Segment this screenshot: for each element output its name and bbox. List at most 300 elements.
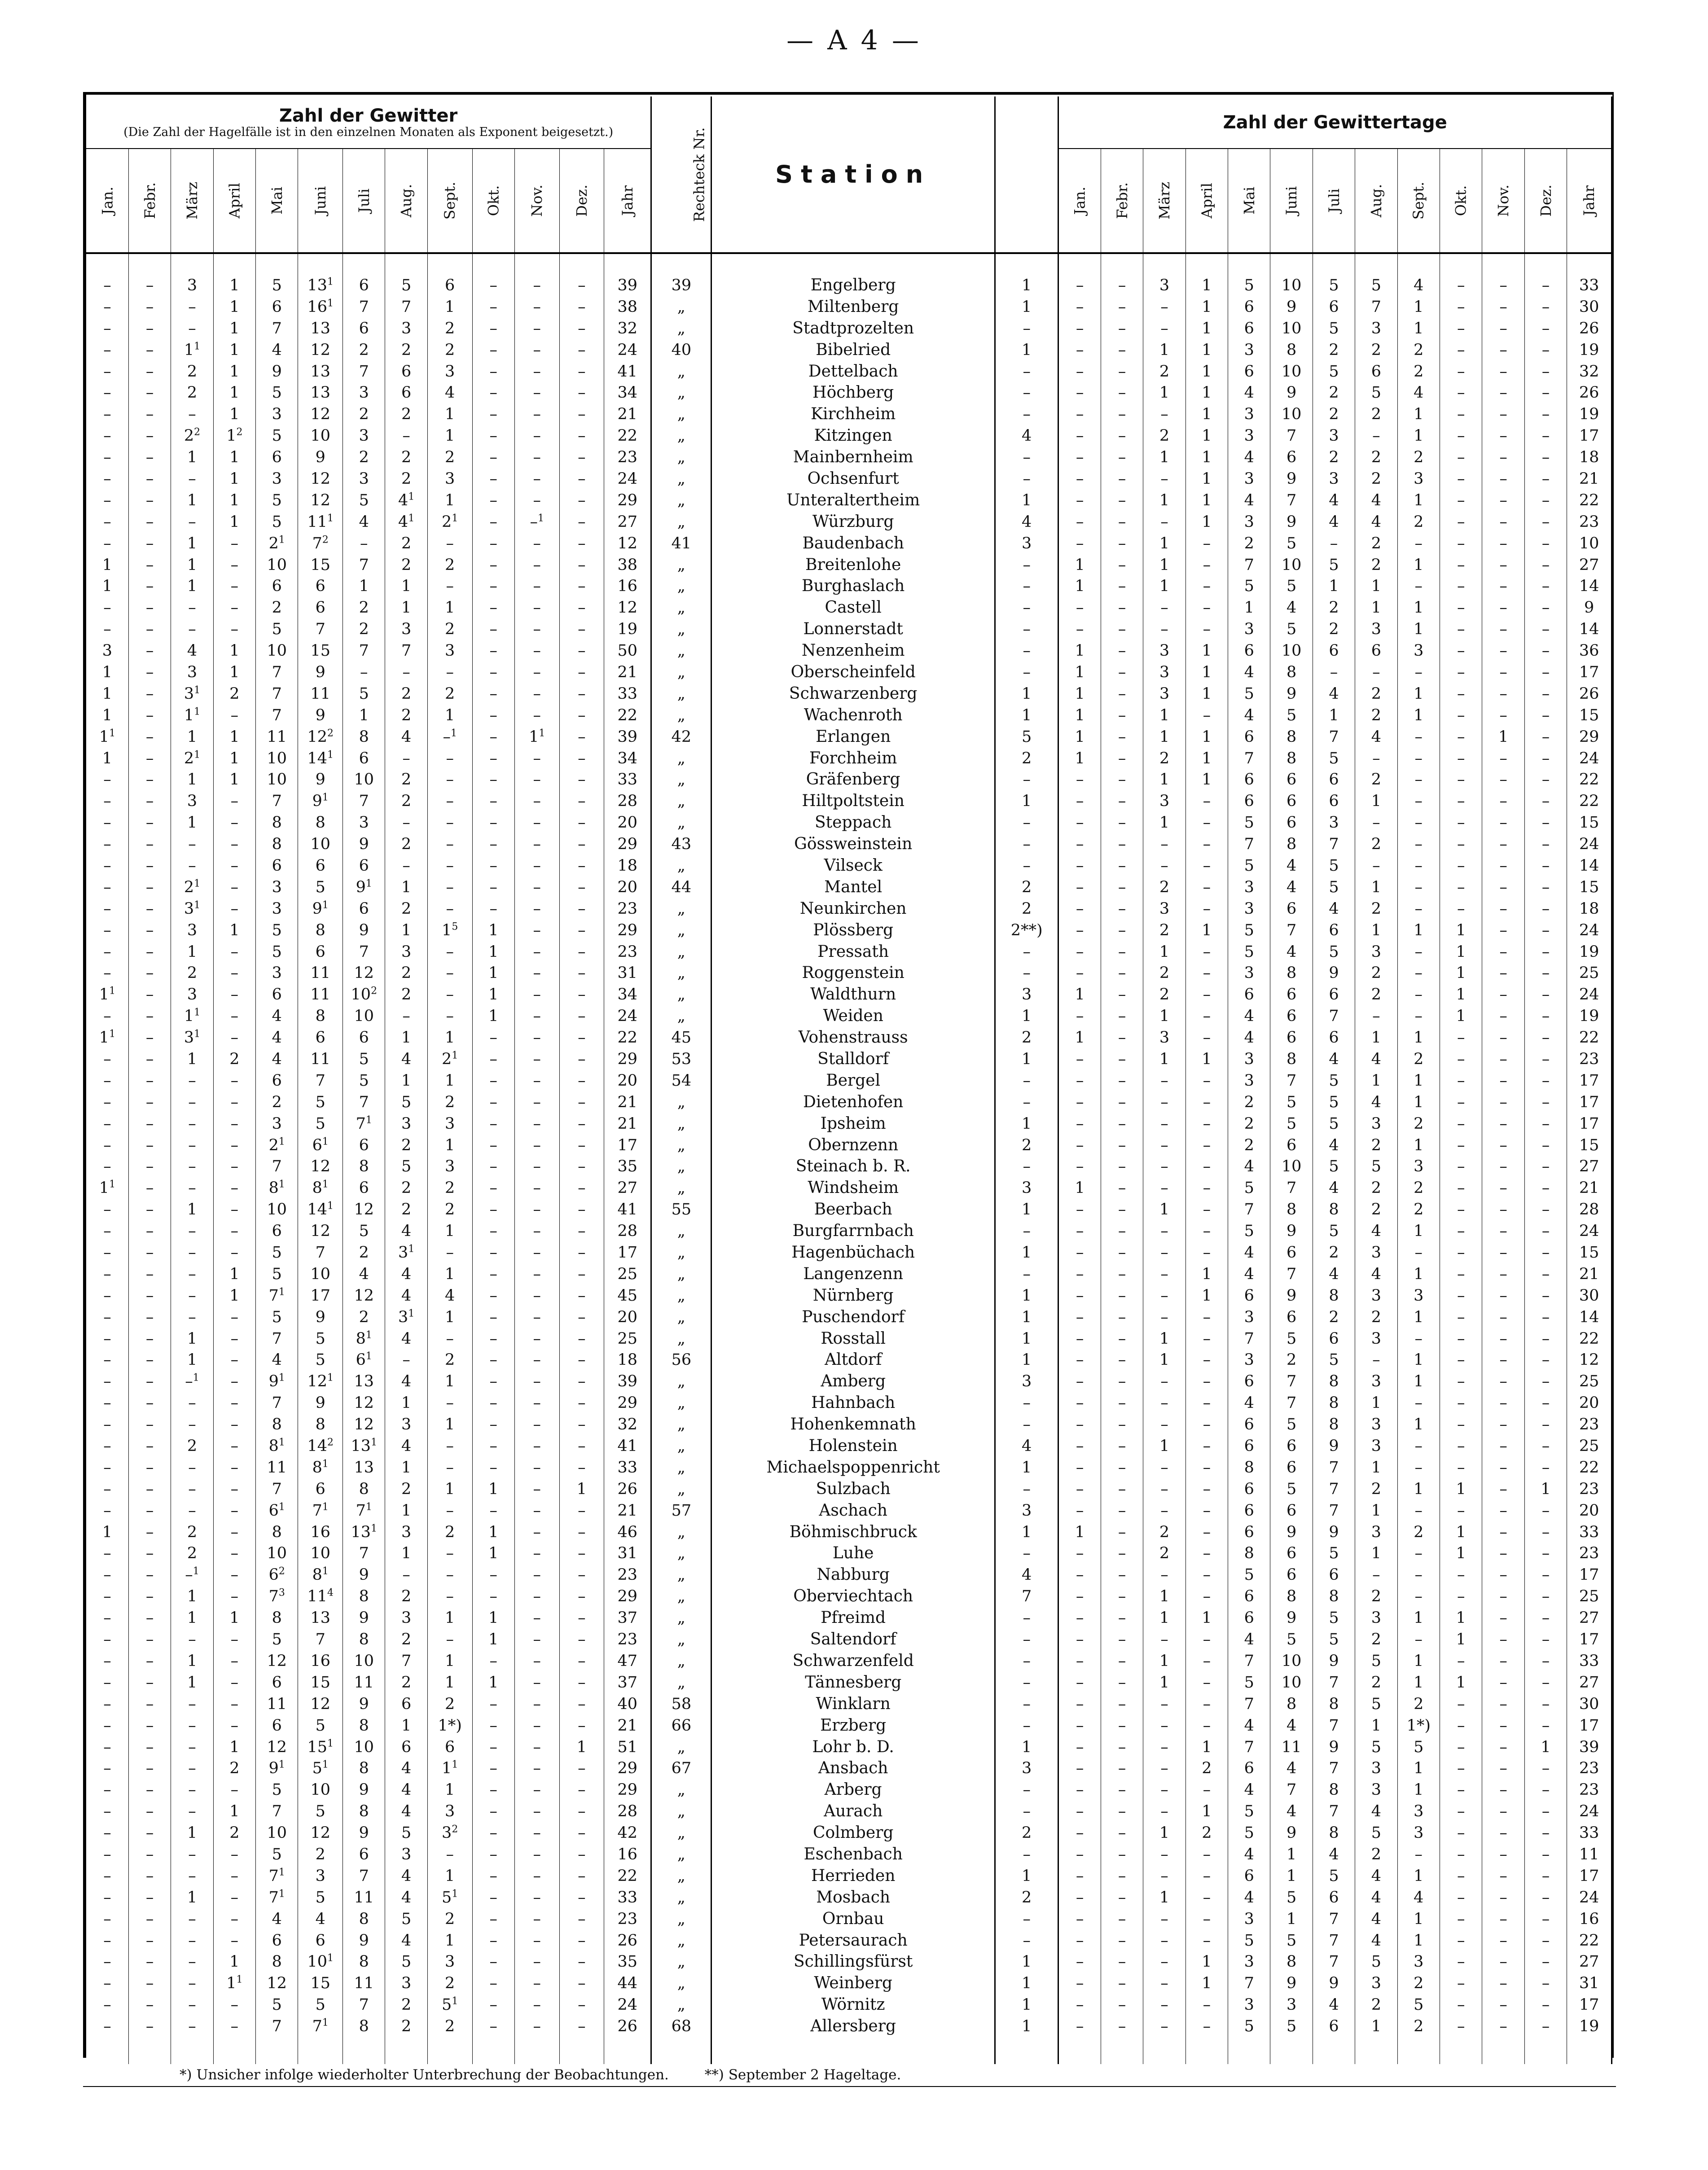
gewitter-cell: 4 bbox=[256, 1027, 298, 1048]
gewittertage-cell: – bbox=[1058, 1242, 1101, 1263]
gewittertage-cell: – bbox=[1186, 812, 1228, 833]
gewittertage-cell: 2 bbox=[1397, 1199, 1440, 1220]
gewittertage-cell: – bbox=[1482, 1629, 1524, 1650]
hagel-cell: – bbox=[995, 855, 1058, 877]
gewittertage-cell: 9 bbox=[1313, 963, 1355, 984]
gewitter-cell: 2 bbox=[385, 984, 427, 1005]
gewittertage-cell: – bbox=[1101, 1607, 1143, 1629]
gewittertage-cell: – bbox=[1524, 1156, 1567, 1178]
gewittertage-cell: 2 bbox=[1355, 1177, 1397, 1199]
gewitter-cell: 31 bbox=[604, 1543, 651, 1565]
gewitter-cell: $2^1$ bbox=[427, 511, 472, 533]
rechteck-cell: „ bbox=[651, 1435, 711, 1457]
gewitter-cell: – bbox=[86, 1135, 128, 1156]
rechteck-cell: „ bbox=[651, 984, 711, 1005]
gewittertage-cell: – bbox=[1397, 1242, 1440, 1263]
gewittertage-cell: 6 bbox=[1228, 984, 1270, 1005]
gewittertage-cell: 1 bbox=[1143, 554, 1186, 576]
gewittertage-cell: 19 bbox=[1567, 403, 1612, 425]
hagel-cell: 5 bbox=[995, 726, 1058, 748]
gewittertage-cell: – bbox=[1143, 1392, 1186, 1414]
gewittertage-cell: – bbox=[1524, 296, 1567, 318]
station-name: Puschendorf bbox=[711, 1306, 995, 1328]
rechteck-cell: „ bbox=[651, 705, 711, 726]
station-name: Gössweinstein bbox=[711, 833, 995, 855]
gewitter-cell: 39 bbox=[604, 1371, 651, 1392]
gewitter-cell: – bbox=[514, 575, 559, 597]
gewittertage-cell: – bbox=[1101, 1500, 1143, 1521]
gewitter-cell: 3 bbox=[385, 618, 427, 640]
gewittertage-cell: 5 bbox=[1313, 1156, 1355, 1178]
gewitter-cell: 21 bbox=[604, 1092, 651, 1113]
gewitter-cell: 34 bbox=[604, 748, 651, 769]
gewittertage-cell: – bbox=[1355, 748, 1397, 769]
gewittertage-cell: – bbox=[1143, 1844, 1186, 1865]
table-row bbox=[86, 1607, 1612, 1629]
gewittertage-cell: 1 bbox=[1186, 1263, 1228, 1285]
gewittertage-cell: 9 bbox=[1313, 1973, 1355, 1994]
table-row bbox=[86, 1005, 1612, 1027]
gewittertage-cell: 1 bbox=[1058, 705, 1101, 726]
gewittertage-cell: 1 bbox=[1397, 920, 1440, 941]
gewitter-cell: – bbox=[128, 1500, 171, 1521]
gewittertage-cell: – bbox=[1524, 468, 1567, 490]
gewittertage-cell: – bbox=[1186, 1135, 1228, 1156]
gewitter-cell: 4 bbox=[385, 726, 427, 748]
gewitter-cell: 4 bbox=[385, 1285, 427, 1306]
gewitter-cell: 3 bbox=[343, 468, 385, 490]
gewitter-cell: $4^1$ bbox=[385, 511, 427, 533]
gewittertage-cell: 6 bbox=[1270, 1500, 1313, 1521]
gewitter-cell: 40 bbox=[604, 1693, 651, 1715]
gewitter-cell: – bbox=[86, 1973, 128, 1994]
gewitter-cell: $8^1$ bbox=[256, 1435, 298, 1457]
gewittertage-cell: – bbox=[1482, 1177, 1524, 1199]
rechteck-cell: „ bbox=[651, 554, 711, 576]
gewittertage-cell: 4 bbox=[1228, 1844, 1270, 1865]
gewittertage-cell: 3 bbox=[1313, 468, 1355, 490]
gewitter-cell: – bbox=[559, 683, 604, 705]
gewitter-cell: – bbox=[128, 1070, 171, 1092]
gewitter-cell: 6 bbox=[343, 898, 385, 920]
gewitter-cell: – bbox=[128, 1113, 171, 1135]
gewitter-cell: – bbox=[472, 705, 514, 726]
gewitter-cell: 1 bbox=[171, 1607, 213, 1629]
gewittertage-cell: 1 bbox=[1397, 425, 1440, 447]
gewitter-cell: $8^1$ bbox=[298, 1457, 343, 1478]
gewitter-cell: – bbox=[472, 1135, 514, 1156]
gewitter-cell: – bbox=[472, 726, 514, 748]
gewitter-cell: – bbox=[559, 1350, 604, 1371]
gewittertage-cell: – bbox=[1482, 339, 1524, 361]
gewittertage-cell: 4 bbox=[1228, 1156, 1270, 1178]
gewittertage-cell: – bbox=[1101, 2016, 1143, 2037]
gewitter-cell: – bbox=[128, 1392, 171, 1414]
gewitter-cell: – bbox=[559, 705, 604, 726]
gewittertage-cell: – bbox=[1186, 790, 1228, 812]
gewittertage-cell: – bbox=[1058, 769, 1101, 790]
gewittertage-cell: – bbox=[1482, 683, 1524, 705]
gewitter-cell: – bbox=[514, 683, 559, 705]
gewitter-cell: 51 bbox=[604, 1736, 651, 1758]
gewitter-cell: 1 bbox=[171, 1822, 213, 1844]
gewittertage-cell: – bbox=[1101, 1650, 1143, 1672]
gewitter-cell: – bbox=[514, 1048, 559, 1070]
gewitter-cell: – bbox=[86, 1779, 128, 1801]
gewitter-cell: 5 bbox=[385, 1951, 427, 1973]
gewittertage-cell: 27 bbox=[1567, 554, 1612, 576]
gewittertage-cell: – bbox=[1440, 812, 1482, 833]
gewitter-cell: – bbox=[559, 1844, 604, 1865]
gewitter-cell: 1 bbox=[427, 1650, 472, 1672]
gewittertage-cell: 1 bbox=[1440, 1005, 1482, 1027]
gewittertage-cell: 22 bbox=[1567, 790, 1612, 812]
gewittertage-cell: – bbox=[1101, 1586, 1143, 1607]
hagel-cell: – bbox=[995, 1650, 1058, 1672]
gewittertage-cell: 10 bbox=[1270, 554, 1313, 576]
gewittertage-cell: – bbox=[1186, 1457, 1228, 1478]
gewittertage-cell: 4 bbox=[1313, 1135, 1355, 1156]
gewittertage-cell: – bbox=[1482, 1973, 1524, 1994]
gewittertage-cell: 4 bbox=[1228, 1005, 1270, 1027]
gewittertage-cell: 24 bbox=[1567, 833, 1612, 855]
gewitter-cell: – bbox=[86, 1801, 128, 1822]
gewitter-cell: 1 bbox=[213, 769, 255, 790]
gewitter-cell: 8 bbox=[298, 920, 343, 941]
gewitter-month-9: Okt. bbox=[472, 149, 514, 253]
gewittertage-cell: 6 bbox=[1270, 1005, 1313, 1027]
gewittertage-cell: 4 bbox=[1228, 447, 1270, 468]
gewittertage-cell: – bbox=[1186, 833, 1228, 855]
gewittertage-cell: 25 bbox=[1567, 1586, 1612, 1607]
gewitter-cell: – bbox=[472, 382, 514, 403]
gewitter-cell: 2 bbox=[427, 339, 472, 361]
gewittertage-cell: – bbox=[1524, 1242, 1567, 1263]
rechteck-cell: „ bbox=[651, 769, 711, 790]
gewitter-cell: – bbox=[171, 1736, 213, 1758]
gewitter-cell: – bbox=[514, 1392, 559, 1414]
hagel-cell: – bbox=[995, 575, 1058, 597]
gewittertage-cell: 2 bbox=[1397, 1521, 1440, 1543]
gewittertage-cell: 2 bbox=[1143, 361, 1186, 382]
gewitter-cell: 3 bbox=[427, 1113, 472, 1135]
gewittertage-cell: 10 bbox=[1270, 361, 1313, 382]
gewitter-cell: 1 bbox=[213, 339, 255, 361]
gewittertage-cell: 6 bbox=[1270, 1457, 1313, 1478]
hagel-cell: – bbox=[995, 597, 1058, 618]
gewittertage-cell: – bbox=[1058, 1951, 1101, 1973]
gewittertage-cell: 4 bbox=[1355, 1801, 1397, 1822]
gewitter-cell: – bbox=[514, 1263, 559, 1285]
gewittertage-cell: 5 bbox=[1228, 1564, 1270, 1586]
gewittertage-cell: – bbox=[1186, 1564, 1228, 1586]
gewitter-cell: 2 bbox=[385, 1199, 427, 1220]
gewitter-cell: 1 bbox=[427, 1070, 472, 1092]
gewittertage-cell: 1 bbox=[1440, 1543, 1482, 1565]
gewittertage-cell: – bbox=[1186, 1242, 1228, 1263]
hagel-cell: – bbox=[995, 1543, 1058, 1565]
table-row bbox=[86, 1135, 1612, 1156]
gewitter-cell: 2 bbox=[171, 1543, 213, 1565]
gewitter-cell: 6 bbox=[298, 1027, 343, 1048]
gewittertage-cell: 39 bbox=[1567, 1736, 1612, 1758]
gewittertage-cell: – bbox=[1101, 533, 1143, 554]
gewittertage-cell: – bbox=[1440, 339, 1482, 361]
gewittertage-cell: – bbox=[1482, 1822, 1524, 1844]
gewittertage-cell: 21 bbox=[1567, 1177, 1612, 1199]
gewittertage-cell: – bbox=[1101, 963, 1143, 984]
gewittertage-cell: – bbox=[1440, 1822, 1482, 1844]
gewitter-cell: 2 bbox=[171, 361, 213, 382]
gewitter-cell: 6 bbox=[256, 296, 298, 318]
gewittertage-cell: 6 bbox=[1228, 1500, 1270, 1521]
gewittertage-cell: 9 bbox=[1270, 382, 1313, 403]
gewittertage-cell: – bbox=[1101, 1758, 1143, 1779]
gewitter-cell: – bbox=[171, 1994, 213, 2016]
gewitter-cell: – bbox=[559, 1070, 604, 1092]
gewitter-cell: – bbox=[427, 1564, 472, 1586]
gewittertage-cell: 4 bbox=[1313, 1844, 1355, 1865]
gewitter-cell: 5 bbox=[298, 1113, 343, 1135]
gewittertage-cell: – bbox=[1058, 1199, 1101, 1220]
gewitter-cell: 9 bbox=[343, 1607, 385, 1629]
table-row bbox=[86, 984, 1612, 1005]
gewittertage-cell: 1 bbox=[1440, 941, 1482, 963]
gewitter-cell: $8^1$ bbox=[298, 1564, 343, 1586]
rechteck-cell: „ bbox=[651, 1328, 711, 1350]
hagel-cell: – bbox=[995, 1930, 1058, 1951]
gewitter-cell: – bbox=[559, 382, 604, 403]
station-name: Baudenbach bbox=[711, 533, 995, 554]
gewittertage-cell: – bbox=[1397, 533, 1440, 554]
gewitter-cell: – bbox=[472, 1736, 514, 1758]
rechteck-cell: „ bbox=[651, 963, 711, 984]
gewittertage-cell: 4 bbox=[1228, 1392, 1270, 1414]
gewitter-cell: 1 bbox=[559, 1478, 604, 1500]
gewitter-cell: 10 bbox=[298, 1543, 343, 1565]
gewitter-cell: 11 bbox=[343, 1973, 385, 1994]
gewittertage-cell: – bbox=[1397, 1543, 1440, 1565]
gewitter-cell: 11 bbox=[298, 984, 343, 1005]
station-name: Herrieden bbox=[711, 1865, 995, 1887]
gewitter-cell: – bbox=[86, 468, 128, 490]
gewitter-cell: – bbox=[213, 1650, 255, 1672]
gewittertage-cell: – bbox=[1482, 618, 1524, 640]
gewitter-cell: – bbox=[559, 1758, 604, 1779]
gewittertage-cell: – bbox=[1440, 1242, 1482, 1263]
gewittertage-cell: 5 bbox=[1228, 812, 1270, 833]
gewitter-cell: – bbox=[86, 1607, 128, 1629]
table-row bbox=[86, 1693, 1612, 1715]
gewittertage-cell: – bbox=[1397, 833, 1440, 855]
gewitter-cell: – bbox=[559, 1543, 604, 1565]
gewittertage-cell: – bbox=[1101, 1629, 1143, 1650]
gewitter-cell: 2 bbox=[213, 1048, 255, 1070]
gewittertage-cell: 2 bbox=[1355, 1672, 1397, 1693]
table-row bbox=[86, 618, 1612, 640]
gewittertage-cell: 2 bbox=[1397, 1048, 1440, 1070]
gewitter-cell: 12 bbox=[343, 1414, 385, 1435]
hagel-cell: 1 bbox=[995, 2016, 1058, 2037]
gewitter-cell: 1 bbox=[171, 1048, 213, 1070]
gewittertage-cell: – bbox=[1186, 1672, 1228, 1693]
gewittertage-cell: 6 bbox=[1355, 361, 1397, 382]
gewittertage-cell: 22 bbox=[1567, 1027, 1612, 1048]
gewittertage-cell: 1 bbox=[1397, 618, 1440, 640]
gewitter-cell: 20 bbox=[604, 812, 651, 833]
gewitter-cell: – bbox=[128, 382, 171, 403]
gewitter-cell: 11 bbox=[343, 1672, 385, 1693]
gewittertage-cell: 1 bbox=[1058, 662, 1101, 683]
gewittertage-cell: – bbox=[1524, 275, 1567, 296]
gewitter-cell: – bbox=[213, 1865, 255, 1887]
gewitter-cell: 2 bbox=[385, 790, 427, 812]
gewitter-cell: 27 bbox=[604, 511, 651, 533]
gewittertage-cell: – bbox=[1482, 984, 1524, 1005]
gewittertage-cell: 6 bbox=[1270, 447, 1313, 468]
gewittertage-cell: – bbox=[1524, 2016, 1567, 2037]
table-row bbox=[86, 1156, 1612, 1178]
rechteck-cell: 58 bbox=[651, 1693, 711, 1715]
gewittertage-cell: – bbox=[1058, 1478, 1101, 1500]
gewittertage-cell: 7 bbox=[1313, 1500, 1355, 1521]
table-row bbox=[86, 769, 1612, 790]
gewittertage-cell: – bbox=[1482, 1005, 1524, 1027]
gewitter-cell: 22 bbox=[604, 705, 651, 726]
station-name: Aschach bbox=[711, 1500, 995, 1521]
gewittertage-cell: 1 bbox=[1186, 748, 1228, 769]
gewittertage-cell: – bbox=[1440, 1070, 1482, 1092]
gewittertage-cell: – bbox=[1143, 833, 1186, 855]
gewitter-cell: 3 bbox=[171, 662, 213, 683]
hagel-cell: – bbox=[995, 554, 1058, 576]
rechteck-cell: „ bbox=[651, 748, 711, 769]
gewittertage-cell: 5 bbox=[1313, 1070, 1355, 1092]
gewitter-cell: $1^2$ bbox=[213, 425, 255, 447]
gewittertage-cell: – bbox=[1524, 597, 1567, 618]
gewittertage-cell: – bbox=[1397, 898, 1440, 920]
hagel-cell: – bbox=[995, 468, 1058, 490]
gewittertage-cell: 8 bbox=[1313, 1693, 1355, 1715]
gewitter-cell: 4 bbox=[385, 1801, 427, 1822]
gewitter-cell: – bbox=[86, 511, 128, 533]
table-row bbox=[86, 1586, 1612, 1607]
gewittertage-cell: – bbox=[1355, 1005, 1397, 1027]
gewitter-cell: 1 bbox=[427, 1930, 472, 1951]
station-name: Hahnbach bbox=[711, 1392, 995, 1414]
gewittertage-cell: 6 bbox=[1270, 984, 1313, 1005]
gewitter-cell: – bbox=[514, 1930, 559, 1951]
gewittertage-cell: 2 bbox=[1355, 1586, 1397, 1607]
gewitter-cell: – bbox=[559, 447, 604, 468]
gewitter-cell: 2 bbox=[427, 2016, 472, 2037]
gewittertage-cell: 9 bbox=[1270, 1822, 1313, 1844]
rechteck-cell: „ bbox=[651, 1672, 711, 1693]
gewitter-cell: – bbox=[559, 1199, 604, 1220]
gewitter-cell: – bbox=[171, 855, 213, 877]
gewitter-cell: $7^1$ bbox=[256, 1887, 298, 1908]
table-row bbox=[86, 640, 1612, 662]
gewittertage-cell: 5 bbox=[1397, 1994, 1440, 2016]
gewittertage-cell: – bbox=[1440, 511, 1482, 533]
gewittertage-cell: – bbox=[1440, 1736, 1482, 1758]
table-row bbox=[86, 1801, 1612, 1822]
gewittertage-cell: 3 bbox=[1143, 662, 1186, 683]
gewittertage-cell: 2 bbox=[1143, 877, 1186, 898]
gewittertage-cell: 3 bbox=[1397, 640, 1440, 662]
gewittertage-cell: 5 bbox=[1313, 1092, 1355, 1113]
gewittertage-cell: – bbox=[1186, 1650, 1228, 1672]
gewittertage-cell: – bbox=[1143, 1092, 1186, 1113]
gewittertage-cell: 1 bbox=[1397, 1930, 1440, 1951]
gewitter-cell: – bbox=[472, 1887, 514, 1908]
gewittertage-cell: 22 bbox=[1567, 1328, 1612, 1350]
gewitter-cell: – bbox=[514, 554, 559, 576]
gewitter-cell: – bbox=[171, 1220, 213, 1242]
gewittertage-cell: – bbox=[1524, 984, 1567, 1005]
gewittertage-cell: – bbox=[1143, 296, 1186, 318]
gewittertage-cell: – bbox=[1143, 1779, 1186, 1801]
gewitter-cell: 1 bbox=[171, 1887, 213, 1908]
gewittertage-cell: – bbox=[1440, 1220, 1482, 1242]
gewittertage-cell: 1 bbox=[1186, 662, 1228, 683]
gewittertage-cell: 1 bbox=[1397, 1070, 1440, 1092]
gewittertage-cell: – bbox=[1058, 1973, 1101, 1994]
gewittertage-cell: 33 bbox=[1567, 1822, 1612, 1844]
gewittertage-cell: 2 bbox=[1355, 898, 1397, 920]
station-name: Michaelspoppenricht bbox=[711, 1457, 995, 1478]
gewittertage-cell: 8 bbox=[1313, 1371, 1355, 1392]
gewitter-cell: – bbox=[171, 1306, 213, 1328]
gewittertage-cell: – bbox=[1440, 1392, 1482, 1414]
gewittertage-cell: 1 bbox=[1397, 597, 1440, 618]
hagel-cell: – bbox=[995, 1220, 1058, 1242]
gewittertage-cell: – bbox=[1101, 1113, 1143, 1135]
gewitter-cell: 29 bbox=[604, 1779, 651, 1801]
gewittertage-cell: – bbox=[1397, 1005, 1440, 1027]
gewitter-cell: 2 bbox=[427, 1973, 472, 1994]
gewittertage-cell: 1 bbox=[1355, 1027, 1397, 1048]
gewittertage-cell: – bbox=[1058, 618, 1101, 640]
gewittertage-cell: 8 bbox=[1228, 1457, 1270, 1478]
gewittertage-cell: – bbox=[1482, 1242, 1524, 1263]
gewitter-cell: 7 bbox=[256, 1801, 298, 1822]
gewitter-cell: 12 bbox=[298, 339, 343, 361]
gewitter-cell: – bbox=[514, 1887, 559, 1908]
hagel-cell: 1 bbox=[995, 705, 1058, 726]
gewittertage-cell: – bbox=[1482, 1779, 1524, 1801]
gewittertage-cell: – bbox=[1186, 1865, 1228, 1887]
gewittertage-cell: 8 bbox=[1313, 1199, 1355, 1220]
gewitter-cell: – bbox=[86, 1930, 128, 1951]
gewittertage-cell: 2 bbox=[1228, 533, 1270, 554]
gewittertage-cell: 19 bbox=[1567, 941, 1612, 963]
gewittertage-cell: 30 bbox=[1567, 296, 1612, 318]
gewitter-cell: – bbox=[514, 1005, 559, 1027]
gewitter-cell: – bbox=[559, 575, 604, 597]
gewitter-cell: – bbox=[128, 1865, 171, 1887]
gewitter-cell: $5^1$ bbox=[427, 1994, 472, 2016]
gewitter-cell: 5 bbox=[256, 1994, 298, 2016]
table-row bbox=[86, 1371, 1612, 1392]
gewittertage-cell: 3 bbox=[1143, 275, 1186, 296]
gewitter-cell: – bbox=[171, 1177, 213, 1199]
gewittertage-cell: 1 bbox=[1355, 597, 1397, 618]
gewitter-cell: – bbox=[514, 769, 559, 790]
gewitter-cell: 3 bbox=[256, 963, 298, 984]
gewittertage-cell: 6 bbox=[1270, 790, 1313, 812]
gewittertage-cell: – bbox=[1143, 1070, 1186, 1092]
